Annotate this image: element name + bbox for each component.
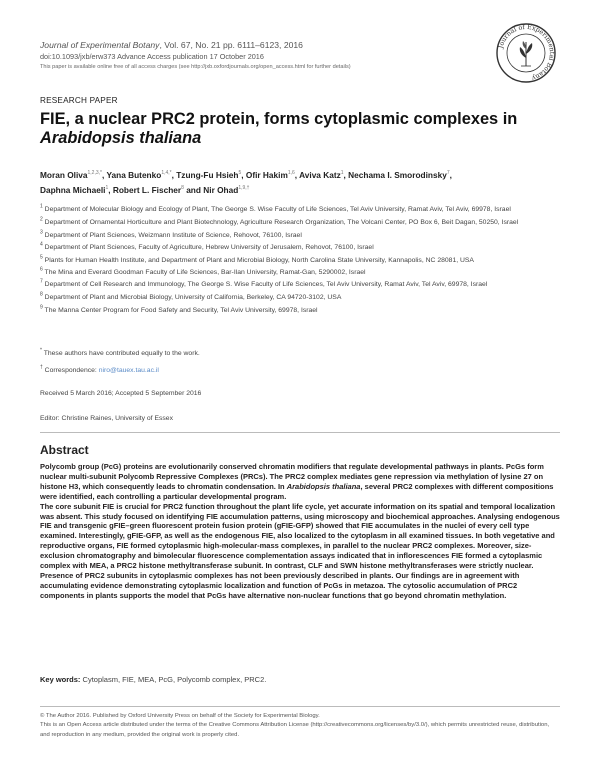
doi-line[interactable]: doi:10.1093/jxb/erw373 Advance Access publication 17 October 2016 (40, 52, 264, 62)
abstract-body (40, 462, 560, 601)
title-line: FIE, a nuclear PRC2 protein, forms cytoplasmic complexes in (40, 110, 518, 128)
abstract-paragraph: The core subunit FIE is crucial for PRC2 function throughout the plant life cycle, yet accurate information on its spatial and temporal localization was absent. This study focused on identifying FIE accumulation patterns, using microscopy and biochemical approaches. Analysing endogenous FIE and transgenic gFIE–green fluorescent protein fusion protein (gFIE-GFP) showed that FIE accumulates in the nuclei of every cell type examined. Interestingly, gFIE-GFP, as well as the endogenous FIE, also localized to the cytoplasm in all examined tissues. In both vegetative and reproductive organs, FIE formed cytoplasmic high-molecular-mass complexes, in parallel to the nuclear PRC2 complexes. Moreover, size-exclusion chromatography and bimolecular fluorescence complementation assays indicated that in inflorescences FIE formed a cytoplasmic complex with MEA, a PRC2 histone methyltransferase subunit. In contrast, CLF and SWN histone methyltransferases were strictly nuclear. Presence of PRC2 subunits in cytoplasmic complexes has not been previously described in plants. Our findings are in agreement with accumulating evidence demonstrating cytoplasmic localization and function of PcGs in metazoa. The cytosolic accumulation of PRC2 components in plants supports the model that PcGs have alternative non-nuclear functions that go beyond chromatin methylation. (40, 501, 560, 600)
author[interactable]: Tzung-Fu Hsieh$^5$ (176, 170, 242, 180)
author[interactable]: Aviva Katz$^1$ (299, 170, 344, 180)
author[interactable]: Yana Butenko$^{1,4,*}$ (106, 170, 172, 180)
copyright-notice (40, 712, 560, 740)
affiliation: $^2$ Department of Ornamental Horticulture and Plant Biotechnology, Agriculture Research Organization, The Volcani Center, PO Box 6, Beit Dagan, 50250, Israel (40, 216, 519, 227)
abstract-heading: Abstract (40, 443, 89, 457)
received-dates: Received 5 March 2016; Accepted 5 September 2016 (40, 390, 202, 397)
author-list: Moran Oliva$^{1,2,3,*}$, Yana Butenko$^{1,4,*}$, Tzung-Fu Hsieh$^5$, Ofir Hakim$^{1,6}$, Aviva Katz$^1$, Nechama I. Smorodinsky$^7$, Daphna Michaeli$^1$, Robert L. Fischer$^8$ and Nir Ohad$^{1,9,\dagger}$ (40, 170, 452, 195)
affiliation: $^9$ The Manna Center Program for Food Safety and Security, Tel Aviv University, 69978, Israel (40, 304, 318, 315)
email-link[interactable]: niro@tauex.tau.ac.il (98, 366, 159, 374)
affiliation: $^3$ Department of Plant Sciences, Weizmann Institute of Science, Rehovot, 76100, Israel (40, 229, 302, 240)
author[interactable]: Daphna Michaeli$^1$ (40, 185, 109, 195)
editor-line: Editor: Christine Raines, University of Essex (40, 415, 173, 422)
svg-text:Journal of Experimental Botany: Journal of Experimental Botany (496, 22, 557, 83)
journal-header (40, 40, 470, 74)
author[interactable]: Ofir Hakim$^{1,6}$ (245, 170, 295, 180)
divider (40, 432, 560, 433)
journal-logo (495, 22, 557, 84)
license-text: This is an Open Access article distributed under the terms of the Creative Commons Attribution License (http://creativecommons.org/licenses/by/3.0/), which permits unrestricted reuse, distribution, and reproduction in any medium, provided the original work is properly cited. (40, 722, 550, 738)
affiliation: $^4$ Department of Plant Sciences, Faculty of Agriculture, Hebrew University of Jerusalem, Rehovot, 76100, Israel (40, 242, 374, 252)
keywords: Key words: Cytoplasm, FIE, MEA, PcG, Polycomb complex, PRC2. (40, 675, 267, 684)
correspondence-note: † Correspondence: niro@tauex.tau.ac.il (40, 364, 159, 374)
affiliation: $^1$ Department of Molecular Biology and Ecology of Plant, The George S. Wise Faculty of Life Sciences, Tel Aviv University, Ramat Aviv, Tel Aviv, 69978, Israel (40, 203, 511, 213)
title-species: Arabidopsis thaliana (40, 129, 202, 147)
copyright-line: © The Author 2016. Published by Oxford University Press on behalf of the Society for Experimental Biology. (40, 713, 320, 719)
equal-contribution-note: * These authors have contributed equally to the work. (40, 347, 200, 357)
affiliation: $^7$ Department of Cell Research and Immunology, The George S. Wise Faculty of Life Sciences, Tel Aviv University, Ramat Aviv, Tel Aviv, 69978, Israel (40, 278, 488, 288)
affiliation: $^6$ The Mina and Everard Goodman Faculty of Life Sciences, Bar-Ilan University, Ramat-Gan, 5290002, Israel (40, 266, 366, 276)
author[interactable]: Nechama I. Smorodinsky$^7$ (348, 170, 450, 180)
author[interactable]: Robert L. Fischer$^8$ (112, 185, 184, 195)
affiliation: $^5$ Plants for Human Health Institute, and Department of Plant and Microbial Biology, North Carolina State University, Kannapolis, NC 28081, USA (40, 254, 474, 264)
abstract-paragraph: Polycomb group (PcG) proteins are evolutionarily conserved chromatin modifiers that regulate developmental pathways in plants. PcGs form nuclear multi-subunit Polycomb Repressive Complexes (PRCs). The PRC2 complex mediates gene repression via methylation of lysine 27 on histone H3, which consequently leads to chromatin condensation. In Arabidopsis thaliana, several PRC2 complexes with different compositions were identified, each controlling a particular developmental program. (40, 462, 554, 501)
journal-citation: Journal of Experimental Botany, Vol. 67, No. 21 pp. 6111–6123, 2016 (40, 40, 303, 50)
author-notes (40, 349, 560, 376)
open-access-notice: This paper is available online free of all access charges (see http://jxb.oxfordjournals.org/open_access.html for further details) (40, 64, 351, 71)
section-label: RESEARCH PAPER (40, 96, 118, 105)
affiliation-list (40, 205, 565, 319)
author[interactable]: Moran Oliva$^{1,2,3,*}$ (40, 170, 102, 180)
author[interactable]: Nir Ohad$^{1,9,\dagger}$ (203, 185, 250, 195)
article-title (40, 110, 560, 148)
affiliation: $^8$ Department of Plant and Microbial Biology, University of California, Berkeley, CA 94720-3102, USA (40, 291, 342, 302)
divider (40, 706, 560, 707)
